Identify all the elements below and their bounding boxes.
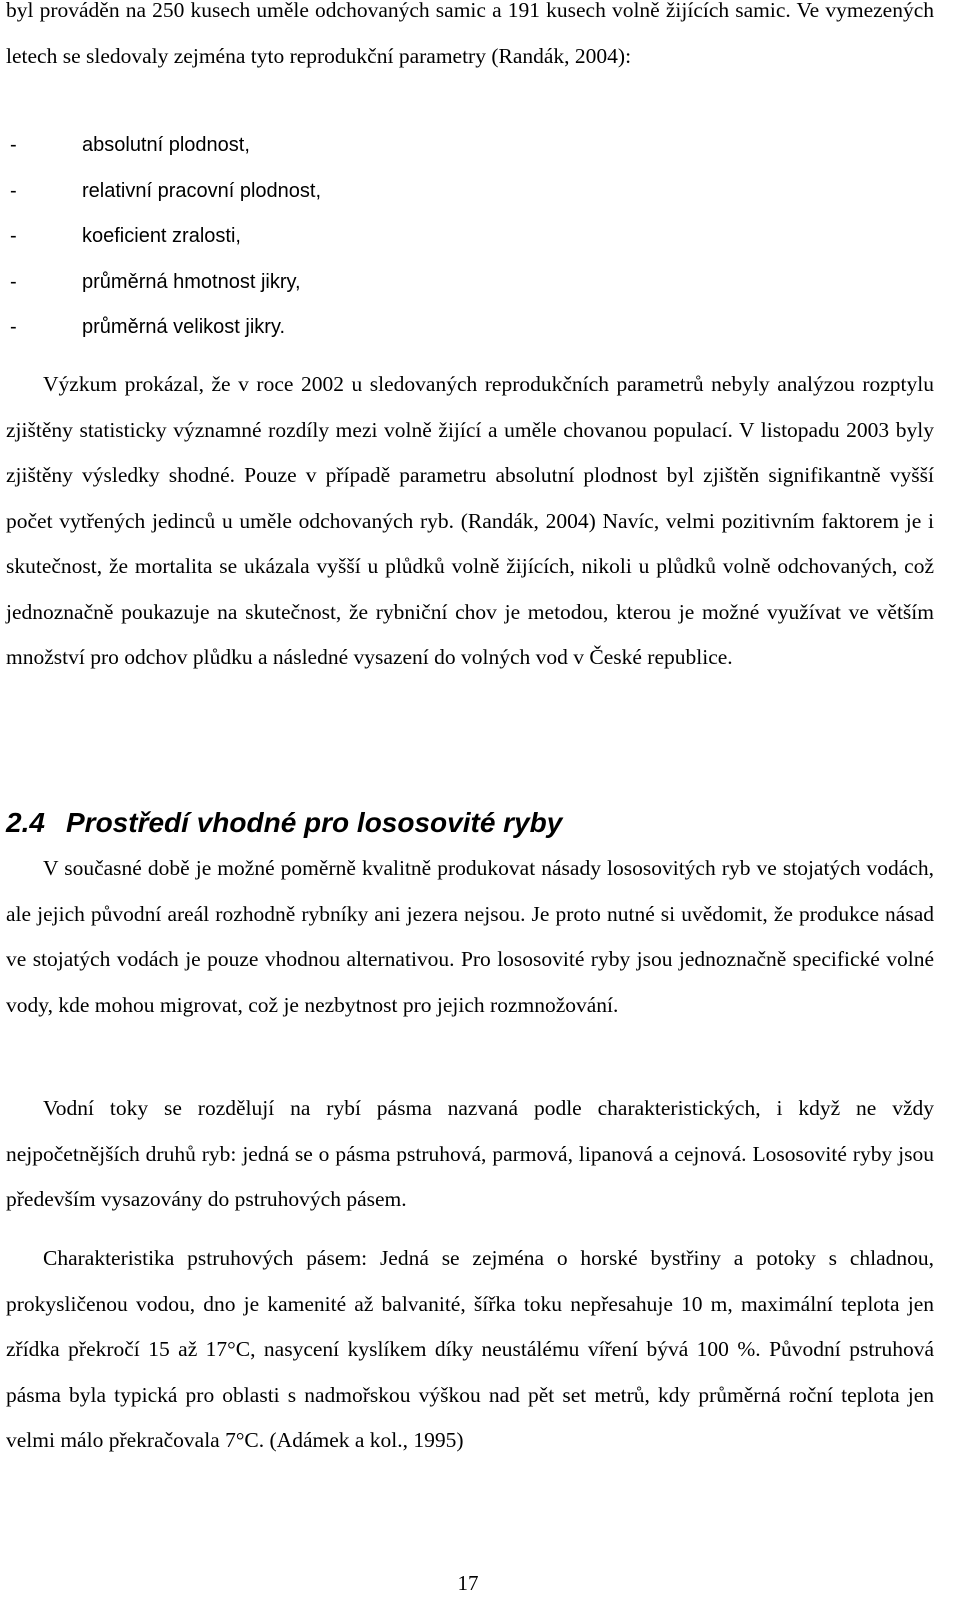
list-item-label: absolutní plodnost,: [82, 134, 250, 156]
list-item: [6, 305, 934, 351]
list-item: [6, 260, 934, 306]
intro-paragraph: byl prováděn na 250 kusech uměle odchovaných samic a 191 kusech volně žijících samic. Ve vymezených letech se sledovaly zejména tyto reprodukční parametry (Randák, 2004):: [6, 0, 934, 68]
section-title: Prostředí vhodné pro lososovité ryby: [66, 807, 563, 838]
body-paragraph: Vodní toky se rozdělují na rybí pásma nazvaná podle charakteristických, i když ne vždy nejpočetnějších druhů ryb: jedná se o pásma pstruhová, parmová, lipanová a cejnová. Lososovité ryby jsou především vysazovány do pstruhových pásem.: [6, 1096, 934, 1211]
page-number: 17: [457, 1571, 479, 1595]
list-item: [6, 214, 934, 260]
list-item: [6, 123, 934, 169]
list-dash: -: [10, 270, 17, 293]
body-paragraph: V současné době je možné poměrně kvalitně produkovat násady lososovitých ryb ve stojatých vodách, ale jejich původní areál rozhodně rybníky ani jezera nejsou. Je proto nutné si uvědomit, že produkce násad ve stojatých vodách je pouze vhodnou alternativou. Pro lososovité ryby jsou jednoznačně specifické volné vody, kde mohou migrovat, což je nezbytnost pro jejich rozmnožování.: [6, 856, 934, 1017]
list-item-label: průměrná hmotnost jikry,: [82, 270, 301, 293]
list-dash: -: [10, 225, 17, 247]
list-dash: -: [10, 134, 17, 156]
results-paragraph: Výzkum prokázal, že v roce 2002 u sledovaných reprodukčních parametrů nebyly analýzou rozptylu zjištěny statisticky významné rozdíly mezi volně žijící a uměle chovanou populací. V listopadu 2003 byly zjištěny výsledky shodné. Pouze v případě parametru absolutní plodnost byl zjištěn signifikantně vyšší počet vytřených jedinců u uměle odchovaných ryb. (Randák, 2004) Navíc, velmi pozitivním faktorem je i skutečnost, že mortalita se ukázala vyšší u plůdků volně žijících, nikoli u plůdků volně odchovaných, což jednoznačně poukazuje na skutečnost, že rybniční chov je metodou, kterou je možné využívat ve větším množství pro odchov plůdku a následné vysazení do volných vod v České republice.: [6, 372, 934, 669]
list-item-label: průměrná velikost jikry.: [82, 316, 286, 338]
list-item: [6, 169, 934, 215]
body-paragraph: Charakteristika pstruhových pásem: Jedná se zejména o horské bystřiny a potoky s chladnou, prokysličenou vodou, dno je kamenité až balvanité, šířka toku nepřesahuje 10 m, maximální teplota jen zřídka překročí 15 až 17°C, nasycení kyslíkem díky neustálému víření bývá 100 %. Původní pstruhová pásma byla typická pro oblasti s nadmořskou výškou nad pět set metrů, kdy průměrná roční teplota jen velmi málo překračovala 7°C. (Adámek a kol., 1995): [6, 1246, 934, 1452]
list-dash: -: [10, 316, 17, 338]
list-item-label: koeficient zralosti,: [82, 225, 241, 247]
section-heading: [6, 806, 934, 840]
section-number: 2.4: [6, 807, 45, 838]
list-item-label: relativní pracovní plodnost,: [82, 179, 322, 202]
list-dash: -: [10, 179, 17, 202]
parameter-list: [6, 123, 934, 351]
